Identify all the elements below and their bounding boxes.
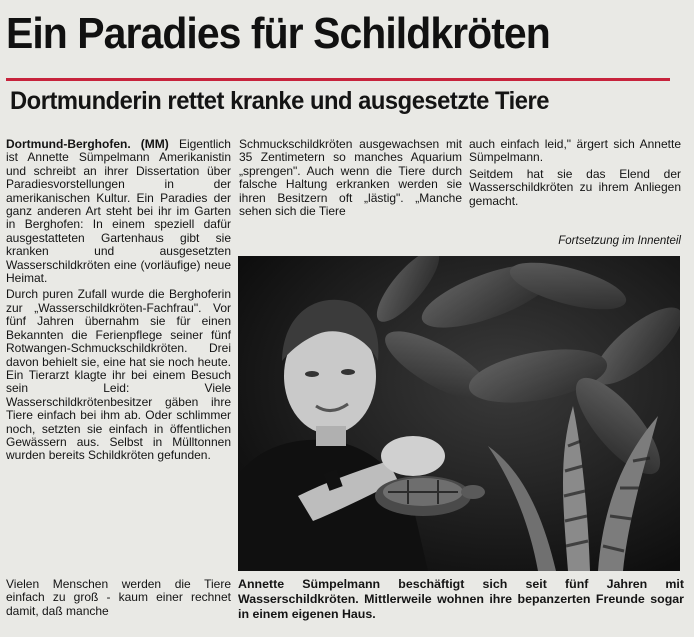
article-column-1-bottom bbox=[6, 578, 231, 621]
subheadline: Dortmunderin rettet kranke und ausgesetzte Tiere bbox=[10, 87, 549, 115]
paragraph-1 bbox=[6, 138, 231, 285]
continued-note: Fortsetzung im Innenteil bbox=[558, 235, 681, 247]
photo-illustration bbox=[238, 256, 680, 571]
article-column-3 bbox=[469, 138, 681, 211]
paragraph-2: Durch puren Zufall wurde die Berghoferin zur „Wasserschildkröten-Fachfrau". Vor fünf Jahren übernahm sie für einen Bekannten die Ferienpflege seiner fünf Rotwangen-Schmuckschildkröten. Drei davon behielt sie, eine hat sie noch heute. Ein Tierarzt klagte ihr bei einem Besuch sein Leid: Viele Wasserschildkrötenbesitzer gäben ihre Tiere einfach bei ihm ab. Oder schlimmer noch, setzten sie einfach in öffentlichen Gewässern aus. Selbst in Mülltonnen wurden bereits Schildkröten gefunden. bbox=[6, 287, 231, 463]
article-column-2 bbox=[239, 138, 462, 221]
article-column-1 bbox=[6, 138, 231, 466]
paragraph-1-text: Eigentlich ist Annette Sümpelmann Amerikanistin und schreibt an ihrer Dissertation über Paradiesvorstellungen in der amerikanischen Kultur. Ein Paradies der ganz anderen Art steht bei ihr im Garten in Berghofen: In einem speziell dafür ausgestatteten Gartenhaus gibt sie kranken und ausgesetzten Wasserschildkröten eine (vorläufige) neue Heimat. bbox=[6, 137, 231, 286]
headline: Ein Paradies für Schildkröten bbox=[6, 9, 550, 58]
paragraph-4: Schmuckschildkröten ausgewachsen mit 35 Zentimetern so manches Aquarium „sprengen". Auch wenn die Tiere durch falsche Haltung erkranken werden sie ihren Besitzern oft „lästig". „Manche sehen sich die Tiere bbox=[239, 137, 462, 219]
dateline: Dortmund-Berghofen. (MM) bbox=[6, 137, 169, 151]
paragraph-3: Vielen Menschen werden die Tiere einfach zu groß - kaum einer rechnet damit, daß manche bbox=[6, 577, 231, 618]
paragraph-6: Seitdem hat sie das Elend der Wasserschildkröten zu ihrem Anliegen gemacht. bbox=[469, 166, 681, 208]
article-photo bbox=[238, 256, 680, 571]
headline-rule bbox=[6, 78, 670, 81]
paragraph-5: auch einfach leid," ärgert sich Annette Sümpelmann. bbox=[469, 137, 681, 165]
photo-caption: Annette Sümpelmann beschäftigt sich seit fünf Jahren mit Wasserschildkröten. Mittlerweile wohnen ihre bepanzerten Freunde sogar in einem eigenen Haus. bbox=[238, 577, 684, 621]
